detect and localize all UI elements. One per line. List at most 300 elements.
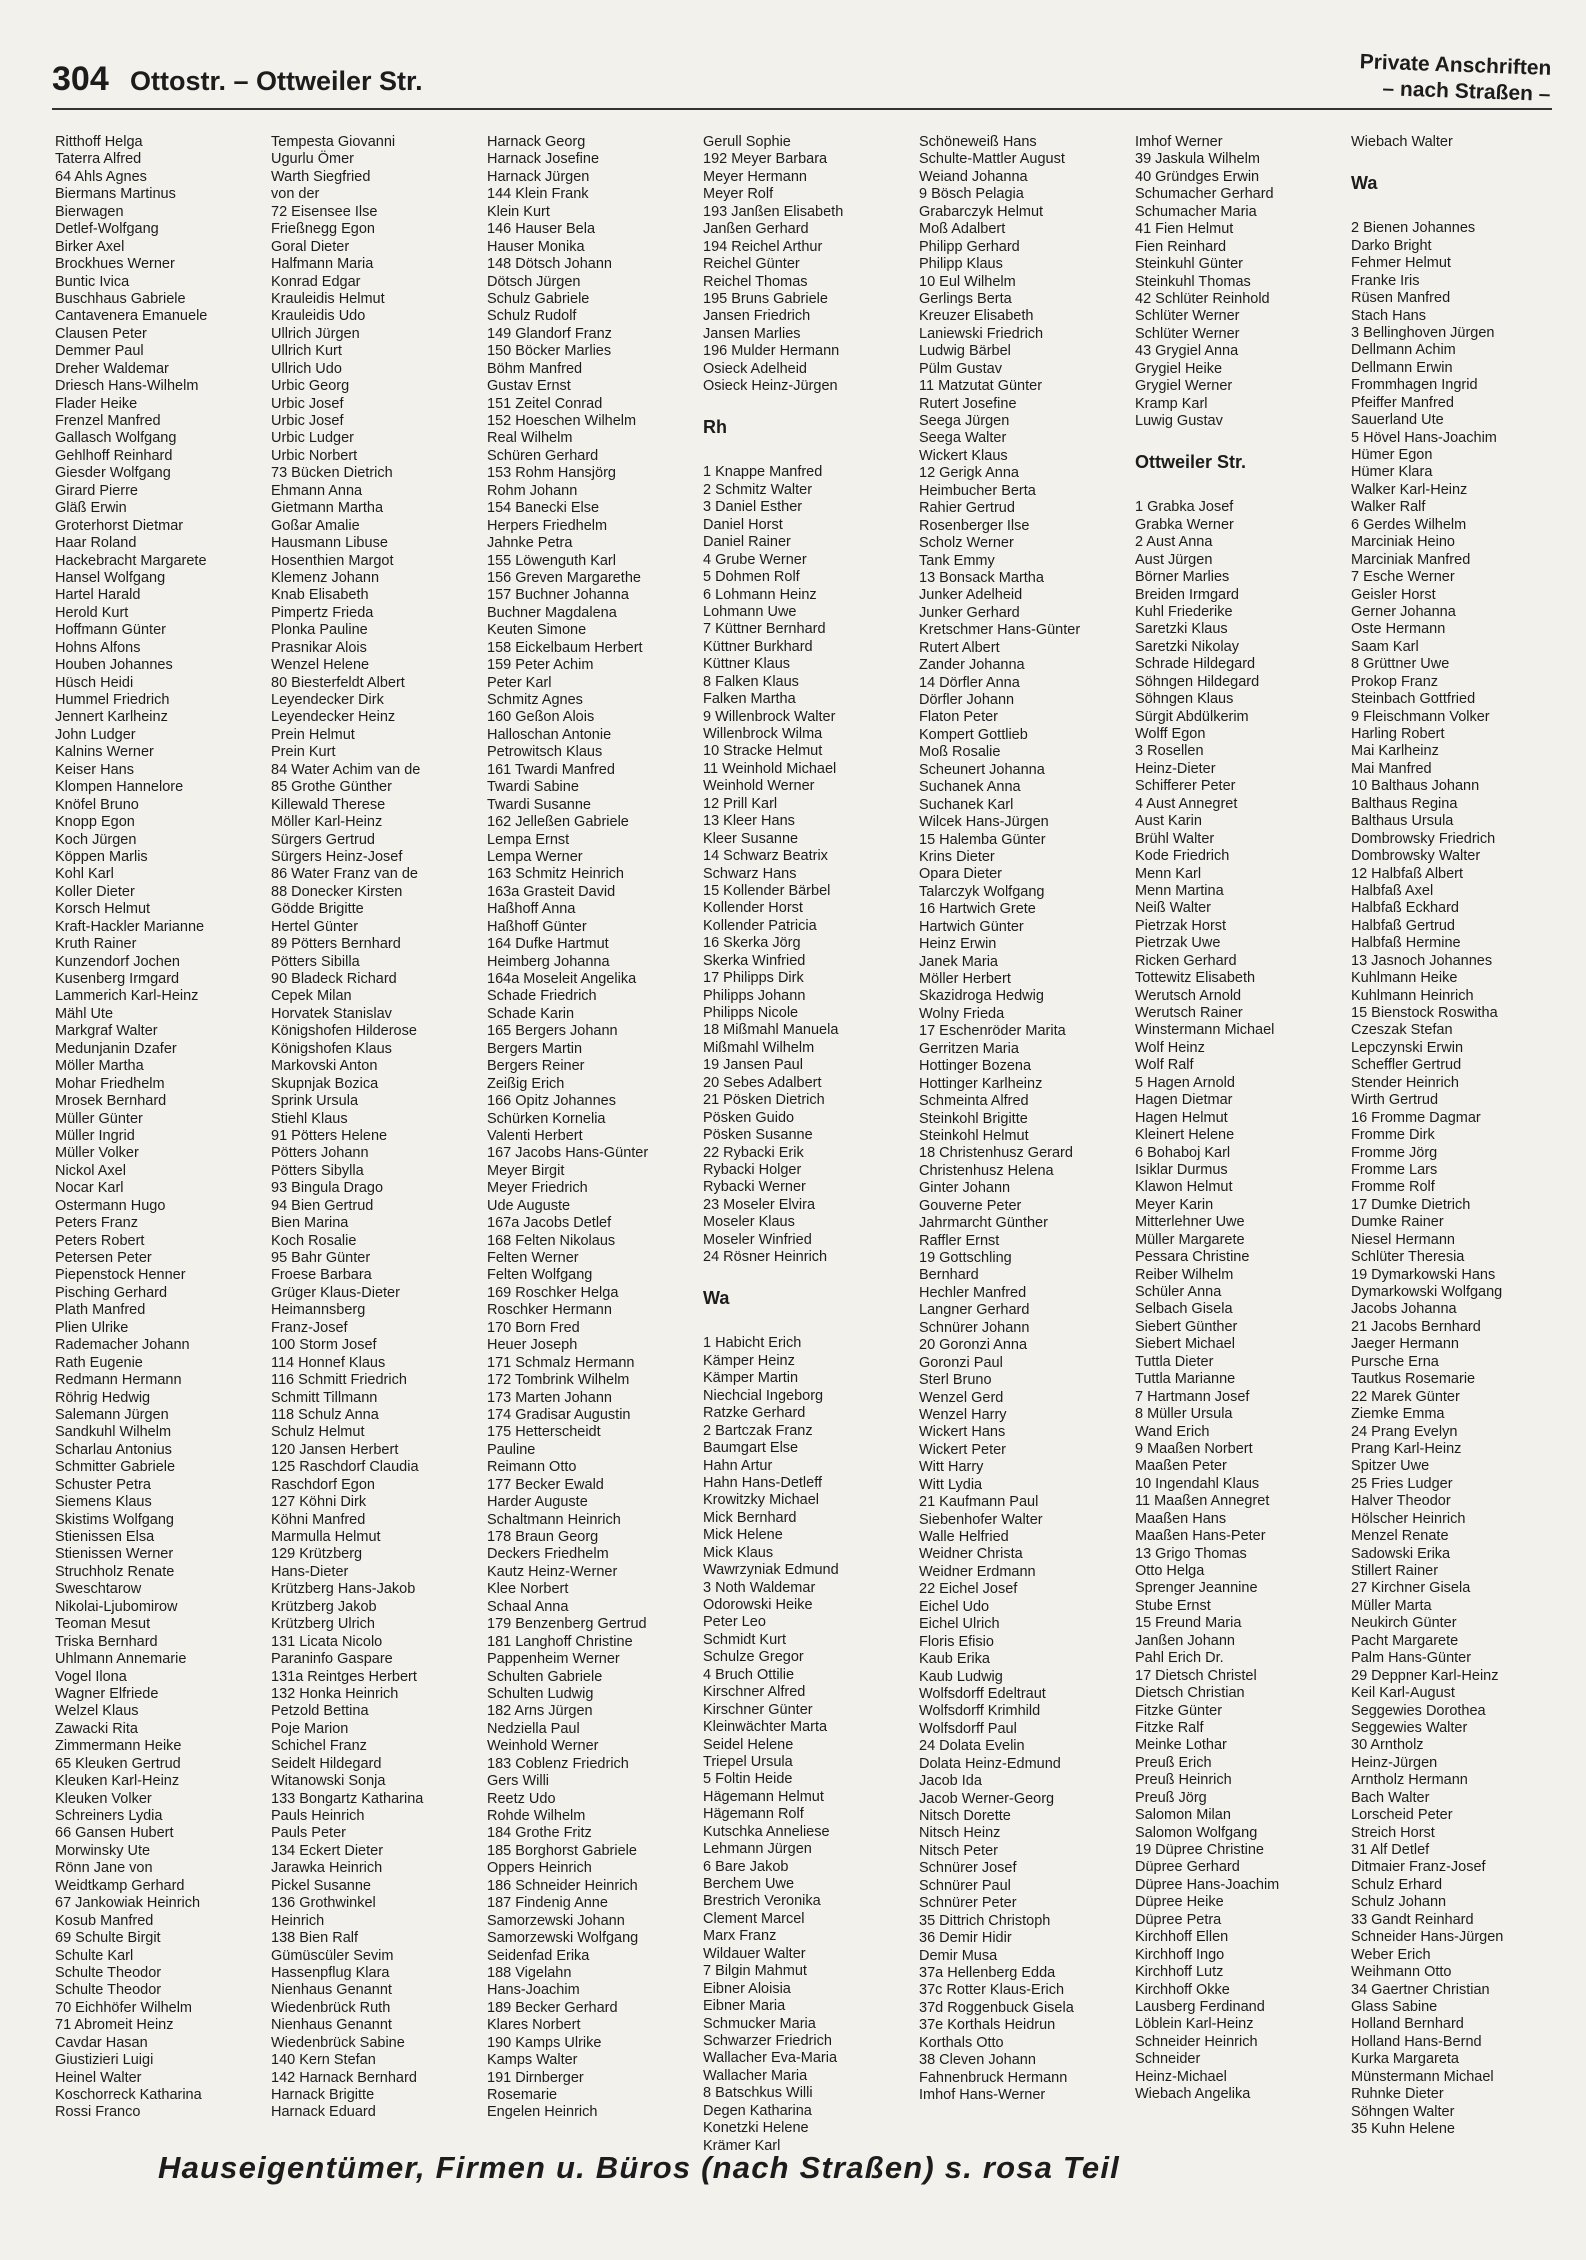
directory-entry: Pötters Sibilla [271, 953, 360, 970]
directory-entry: Schumacher Maria [1135, 203, 1257, 220]
directory-entry: Leyendecker Heinz [271, 709, 396, 726]
directory-entry: 12 Gerigk Anna [919, 465, 1019, 482]
directory-entry: Düpree Hans-Joachim [1135, 1876, 1280, 1893]
directory-entry: Jacob Ida [919, 1773, 982, 1790]
directory-entry: 16 Skerka Jörg [703, 935, 801, 952]
directory-entry: 138 Bien Ralf [271, 1930, 359, 1947]
directory-entry: Menn Karl [1135, 865, 1202, 882]
directory-entry: Prein Kurt [271, 744, 336, 761]
directory-entry: Schmucker Maria [703, 2015, 816, 2032]
directory-entry: Nienhaus Genannt [271, 1982, 392, 1999]
directory-entry: Tuttla Marianne [1135, 1371, 1236, 1388]
directory-entry: Kompert Gottlieb [919, 726, 1028, 743]
directory-entry: Grygiel Werner [1135, 378, 1233, 395]
directory-entry: Krützberg Ulrich [271, 1616, 375, 1633]
directory-entry: Lorscheid Peter [1351, 1807, 1453, 1824]
directory-entry: Dietsch Christian [1135, 1685, 1245, 1702]
directory-entry: 170 Born Fred [487, 1319, 580, 1336]
directory-entry: 188 Vigelahn [487, 1964, 572, 1981]
directory-entry: Vogel Ilona [55, 1668, 127, 1685]
directory-entry: Kamps Walter [487, 2052, 578, 2069]
directory-entry: 154 Banecki Else [487, 500, 600, 517]
directory-entry: Holland Bernhard [1351, 2016, 1464, 2033]
directory-entry: Koch Jürgen [55, 831, 137, 848]
directory-entry: Hahn Artur [703, 1457, 773, 1474]
directory-entry: Moseler Winfried [703, 1231, 812, 1248]
directory-entry: Schichel Franz [271, 1738, 367, 1755]
directory-entry: Haßhoff Anna [487, 901, 576, 918]
directory-entry: Nedziella Paul [487, 1720, 580, 1737]
directory-entry: 156 Greven Margarethe [487, 569, 641, 586]
directory-entry: Kramp Karl [1135, 395, 1208, 412]
directory-entry: Skerka Winfried [703, 952, 806, 969]
directory-entry: Niesel Hermann [1351, 1231, 1455, 1248]
directory-entry: 89 Pötters Bernhard [271, 936, 401, 953]
spacer [703, 396, 915, 413]
directory-entry: Plonka Pauline [271, 622, 368, 639]
directory-entry: Schulze Gregor [703, 1649, 804, 1666]
directory-entry: 37a Hellenberg Edda [919, 1964, 1056, 1981]
directory-entry: Groterhorst Dietmar [55, 517, 184, 534]
directory-entry: Hottinger Bozena [919, 1058, 1032, 1075]
directory-entry: Stienissen Elsa [55, 1529, 155, 1545]
directory-entry: 22 Marek Günter [1351, 1388, 1460, 1405]
directory-entry: Balthaus Regina [1351, 795, 1458, 812]
spacer [1351, 151, 1563, 168]
directory-entry: Kirchhoff Ellen [1135, 1929, 1229, 1946]
directory-entry: Lempa Ernst [487, 831, 570, 848]
directory-entry: Hosenthien Margot [271, 552, 394, 569]
directory-entry: Seidel Helene [703, 1736, 794, 1753]
directory-entry: Brockhues Werner [55, 256, 175, 273]
directory-entry: Kaub Ludwig [919, 1668, 1003, 1685]
directory-entry: Steinbach Gottfried [1351, 691, 1476, 708]
directory-entry: Gödde Brigitte [271, 901, 364, 918]
directory-entry: Stillert Rainer [1351, 1563, 1439, 1579]
directory-entry: 189 Becker Gerhard [487, 1999, 618, 2016]
directory-entry: Luwig Gustav [1135, 413, 1223, 429]
directory-entry: Wilcek Hans-Jürgen [919, 814, 1049, 831]
directory-entry: 13 Jasnoch Johannes [1351, 952, 1493, 969]
directory-entry: Kämper Martin [703, 1370, 799, 1387]
directory-entry: Rüsen Manfred [1351, 290, 1451, 307]
directory-entry: Rohm Johann [487, 482, 578, 499]
directory-entry: Heinz-Jürgen [1351, 1754, 1438, 1771]
directory-entry: Rademacher Johann [55, 1337, 190, 1354]
directory-entry: Schulz Erhard [1351, 1876, 1443, 1893]
directory-entry: Raschdorf Egon [271, 1476, 375, 1493]
directory-entry: Wiedenbrück Sabine [271, 2034, 405, 2051]
directory-entry: Pietrzak Uwe [1135, 935, 1221, 952]
directory-entry: Steinkohl Brigitte [919, 1110, 1028, 1127]
directory-entry: 1 Grabka Josef [1135, 499, 1234, 516]
directory-entry: Nienhaus Genannt [271, 2017, 392, 2034]
directory-entry: Herpers Friedhelm [487, 517, 608, 534]
directory-entry: Ugurlu Ömer [271, 151, 354, 168]
directory-entry: Streich Horst [1351, 1824, 1435, 1841]
directory-entry: Bach Walter [1351, 1789, 1430, 1806]
directory-entry: 171 Schmalz Hermann [487, 1354, 635, 1371]
directory-entry: 164 Dufke Hartmut [487, 936, 609, 953]
directory-entry: 84 Water Achim van de [271, 761, 421, 778]
directory-entry: Hohns Alfons [55, 639, 141, 656]
directory-entry: 21 Pösken Dietrich [703, 1092, 825, 1109]
directory-entry: Weiand Johanna [919, 168, 1028, 185]
directory-entry: Kirchhoff Lutz [1135, 1964, 1224, 1981]
directory-entry: Urbic Ludger [271, 430, 355, 447]
directory-entry: Falken Martha [703, 691, 796, 708]
directory-entry: Mißmahl Wilhelm [703, 1039, 815, 1056]
directory-entry: 19 Düpree Christine [1135, 1842, 1264, 1858]
directory-entry: Wolff Egon [1135, 726, 1206, 742]
directory-entry: Ratzke Gerhard [703, 1405, 806, 1422]
directory-entry: Medunjanin Dzafer [55, 1040, 177, 1057]
directory-entry: Morwinsky Ute [55, 1842, 151, 1859]
directory-entry: Lehmann Jürgen [703, 1841, 812, 1858]
directory-entry: Lausberg Ferdinand [1135, 1998, 1265, 2015]
directory-entry: Preuß Erich [1135, 1754, 1212, 1771]
directory-entry: Bierwagen [55, 203, 124, 220]
directory-entry: Saam Karl [1351, 638, 1419, 655]
directory-entry: Triska Bernhard [55, 1633, 158, 1650]
directory-entry: Ruhnke Dieter [1351, 2086, 1444, 2103]
directory-entry: Wolf Ralf [1135, 1057, 1194, 1074]
directory-entry: Böhm Manfred [487, 360, 583, 377]
directory-entry: Frenzel Manfred [55, 413, 161, 429]
directory-entry: Kirchhoff Ingo [1135, 1946, 1225, 1963]
directory-entry: Felten Werner [487, 1250, 579, 1266]
directory-entry: Moß Adalbert [919, 221, 1006, 238]
directory-entry: Gerner Johanna [1351, 603, 1456, 620]
directory-entry: Laniewski Friedrich [919, 325, 1044, 342]
directory-entry: Horvatek Stanislav [271, 1005, 392, 1022]
directory-entry: Siebert Michael [1135, 1336, 1235, 1353]
directory-entry: Schuster Petra [55, 1476, 151, 1493]
directory-entry: Keiser Hans [55, 761, 134, 778]
directory-entry: Ullrich Jürgen [271, 325, 360, 342]
directory-entry: Girard Pierre [55, 482, 138, 499]
directory-entry: Korthals Otto [919, 2034, 1004, 2051]
directory-entry: Dötsch Jürgen [487, 273, 581, 290]
directory-entry: Kalnins Werner [55, 744, 154, 761]
directory-entry: Scheffler Gertrud [1351, 1057, 1462, 1074]
directory-entry: 24 Rösner Heinrich [703, 1249, 828, 1266]
directory-entry: Keil Karl-August [1351, 1685, 1455, 1702]
directory-entry: Willenbrock Wilma [703, 726, 823, 742]
directory-entry: 8 Müller Ursula [1135, 1406, 1233, 1423]
directory-entry: Knopp Egon [55, 814, 135, 831]
directory-entry: Schneider Hans-Jürgen [1351, 1929, 1504, 1946]
directory-entry: 17 Dumke Dietrich [1351, 1196, 1471, 1213]
directory-entry: Nocar Karl [55, 1180, 124, 1197]
directory-entry: Schlüter Werner [1135, 308, 1240, 325]
directory-entry: Schürken Kornelia [487, 1110, 606, 1127]
directory-entry: Kleinwächter Marta [703, 1719, 828, 1736]
directory-entry: Steinkohl Helmut [919, 1127, 1029, 1144]
directory-entry: Maaßen Hans [1135, 1510, 1227, 1527]
directory-entry: Lammerich Karl-Heinz [55, 988, 199, 1005]
directory-entry: Hackebracht Margarete [55, 552, 207, 569]
directory-entry: Osieck Heinz-Jürgen [703, 378, 838, 395]
directory-entry: Gers Willi [487, 1773, 550, 1790]
directory-entry: Isiklar Durmus [1135, 1161, 1228, 1178]
directory-entry: Gustav Ernst [487, 378, 571, 395]
directory-entry: Janßen Gerhard [703, 221, 809, 238]
directory-entry: Eichel Udo [919, 1598, 990, 1615]
directory-entry: Zimmermann Heike [55, 1738, 182, 1755]
directory-entry: Krützberg Jakob [271, 1598, 377, 1615]
directory-entry: 120 Jansen Herbert [271, 1441, 399, 1458]
directory-entry: Daniel Horst [703, 516, 783, 533]
directory-entry: Struchholz Renate [55, 1563, 175, 1580]
directory-entry: 19 Gottschling [919, 1250, 1012, 1266]
directory-entry: Schöneweiß Hans [919, 134, 1037, 150]
directory-entry: 195 Bruns Gabriele [703, 290, 828, 307]
directory-columns [55, 134, 1555, 2154]
directory-entry: Fitzke Ralf [1135, 1719, 1204, 1736]
directory-entry: 168 Felten Nikolaus [487, 1232, 616, 1249]
directory-entry: Floris Efisio [919, 1633, 994, 1650]
directory-entry: Peter Leo [703, 1614, 766, 1631]
directory-entry: Weidtkamp Gerhard [55, 1877, 185, 1894]
directory-entry: Spitzer Uwe [1351, 1458, 1430, 1475]
directory-entry: Junker Adelheid [919, 587, 1023, 604]
directory-entry: Knab Elisabeth [271, 587, 369, 604]
street-heading: Ottweiler Str. [1135, 451, 1247, 472]
directory-entry: Schlüter Werner [1135, 325, 1240, 342]
directory-entry: Bernhard [919, 1267, 979, 1284]
directory-entry: Halbfaß Hermine [1351, 935, 1461, 952]
directory-entry: Hassenpflug Klara [271, 1964, 390, 1981]
directory-entry: Wickert Hans [919, 1424, 1006, 1441]
directory-entry: 10 Ingendahl Klaus [1135, 1475, 1260, 1492]
directory-entry: Kohl Karl [55, 866, 114, 883]
directory-entry: 16 Hartwich Grete [919, 901, 1036, 918]
directory-entry: 86 Water Franz van de [271, 866, 418, 883]
directory-entry: Schrade Hildegard [1135, 656, 1256, 673]
directory-entry: Fitzke Günter [1135, 1702, 1223, 1719]
directory-entry: Klares Norbert [487, 2017, 581, 2034]
directory-entry: Klompen Hannelore [55, 779, 184, 796]
directory-entry: Zeißig Erich [487, 1075, 565, 1092]
directory-entry: Sürgers Heinz-Josef [271, 848, 403, 865]
directory-entry: Koller Dieter [55, 883, 135, 900]
directory-entry: Korsch Helmut [55, 901, 151, 918]
directory-entry: Birker Axel [55, 238, 125, 255]
directory-entry: Plath Manfred [55, 1302, 146, 1319]
directory-entry: Schmeinta Alfred [919, 1093, 1029, 1110]
directory-entry: Reetz Udo [487, 1790, 556, 1807]
directory-entry: Schulte Theodor [55, 1964, 162, 1981]
directory-entry: Knöfel Bruno [55, 796, 139, 813]
directory-entry: 163 Schmitz Heinrich [487, 866, 624, 883]
directory-entry: 2 Aust Anna [1135, 534, 1213, 551]
directory-entry: Paraninfo Gaspare [271, 1651, 393, 1668]
directory-entry: Clement Marcel [703, 1910, 805, 1927]
directory-entry: Halloschan Antonie [487, 726, 612, 743]
directory-entry: Ullrich Kurt [271, 343, 342, 360]
directory-entry: 9 Maaßen Norbert [1135, 1440, 1253, 1457]
directory-entry: Real Wilhelm [487, 430, 573, 447]
directory-entry: 1 Habicht Erich [703, 1335, 802, 1352]
directory-entry: Tottewitz Elisabeth [1135, 970, 1256, 987]
directory-entry: 6 Gerdes Wilhelm [1351, 516, 1467, 533]
spacer [703, 1267, 915, 1284]
directory-entry: Weber Erich [1351, 1946, 1431, 1963]
spacer [703, 447, 915, 464]
directory-entry: 3 Noth Waldemar [703, 1579, 816, 1596]
directory-entry: Menzel Renate [1351, 1528, 1449, 1545]
directory-entry: Dumke Rainer [1351, 1214, 1444, 1231]
directory-entry: Raffler Ernst [919, 1232, 1000, 1249]
directory-entry: Buchner Magdalena [487, 604, 617, 621]
directory-entry: 149 Glandorf Franz [487, 325, 612, 342]
directory-entry: Scheunert Johanna [919, 761, 1045, 778]
directory-entry: Schaal Anna [487, 1598, 569, 1615]
directory-entry: Pötters Johann [271, 1145, 369, 1162]
directory-entry: Fahnenbruck Hermann [919, 2069, 1068, 2086]
directory-entry: Weidner Erdmann [919, 1563, 1036, 1580]
directory-entry: Heinel Walter [55, 2069, 142, 2086]
directory-entry: Brühl Walter [1135, 830, 1215, 847]
directory-entry: 178 Braun Georg [487, 1529, 599, 1545]
directory-entry: Hüsch Heidi [55, 674, 134, 691]
directory-entry: Zawacki Rita [55, 1720, 138, 1737]
directory-entry: Schulz Johann [1351, 1894, 1447, 1911]
directory-entry: 72 Eisensee Ilse [271, 203, 378, 220]
directory-entry: Poje Marion [271, 1720, 349, 1737]
directory-entry: Stiehl Klaus [271, 1110, 348, 1127]
directory-entry: Gerull Sophie [703, 134, 791, 150]
directory-entry: 1 Knappe Manfred [703, 464, 823, 481]
directory-entry: Glass Sabine [1351, 1998, 1438, 2015]
directory-entry: 43 Grygiel Anna [1135, 343, 1239, 360]
directory-entry: Pickel Susanne [271, 1877, 371, 1894]
directory-entry: 181 Langhoff Christine [487, 1633, 633, 1650]
directory-entry: Dolata Heinz-Edmund [919, 1755, 1061, 1772]
directory-entry: 73 Bücken Dietrich [271, 465, 393, 482]
directory-entry: 161 Twardi Manfred [487, 761, 615, 778]
directory-entry: Oppers Heinrich [487, 1860, 592, 1877]
directory-entry: Prokop Franz [1351, 673, 1439, 690]
directory-entry: Goral Dieter [271, 238, 350, 255]
directory-entry: Halver Theodor [1351, 1493, 1451, 1510]
directory-entry: Schaltmann Heinrich [487, 1511, 621, 1528]
directory-entry: Klemenz Johann [271, 569, 380, 586]
directory-entry: 17 Philipps Dirk [703, 970, 804, 987]
directory-entry: Koschorreck Katharina [55, 2087, 202, 2103]
directory-entry: Seega Jürgen [919, 413, 1010, 429]
directory-entry: Holland Hans-Bernd [1351, 2033, 1482, 2050]
directory-entry: Klee Norbert [487, 1581, 569, 1598]
directory-entry: Schwarzer Friedrich [703, 2032, 832, 2049]
directory-entry: 165 Bergers Johann [487, 1023, 618, 1040]
directory-entry: Söhngen Walter [1351, 2103, 1455, 2120]
directory-entry: Steinkuhl Thomas [1135, 273, 1251, 290]
directory-entry: Stienissen Werner [55, 1546, 174, 1563]
directory-entry: Demmer Paul [55, 343, 144, 360]
directory-entry: Dreher Waldemar [55, 360, 169, 377]
directory-entry: Heinz-Dieter [1135, 760, 1216, 777]
directory-entry: Wenzel Gerd [919, 1389, 1004, 1406]
directory-entry: 18 Mißmahl Manuela [703, 1022, 839, 1039]
directory-entry: Kuhlmann Heike [1351, 970, 1458, 987]
directory-entry: Hans-Joachim [487, 1982, 580, 1999]
directory-entry: 132 Honka Heinrich [271, 1685, 399, 1702]
directory-entry: Clausen Peter [55, 325, 147, 342]
directory-entry: Jansen Friedrich [703, 308, 811, 325]
directory-entry: Rybacki Werner [703, 1179, 806, 1196]
directory-entry: 8 Batschkus Willi [703, 2085, 813, 2102]
directory-entry: Twardi Sabine [487, 779, 579, 796]
directory-entry: 88 Donecker Kirsten [271, 883, 403, 900]
directory-entry: Wenzel Harry [919, 1406, 1007, 1423]
directory-entry: Ullrich Udo [271, 360, 342, 377]
directory-entry: Tuttla Dieter [1135, 1353, 1214, 1370]
directory-entry: 2 Schmitz Walter [703, 481, 813, 498]
directory-entry: Heuer Joseph [487, 1337, 578, 1354]
directory-entry: Janßen Johann [1135, 1632, 1235, 1649]
directory-entry: 13 Kleer Hans [703, 813, 795, 830]
directory-entry: Halbfaß Axel [1351, 882, 1434, 899]
directory-entry: Rosemarie [487, 2087, 558, 2103]
directory-entry: Redmann Hermann [55, 1372, 182, 1389]
directory-entry: Eichel Ulrich [919, 1616, 1000, 1633]
directory-entry: Franke Iris [1351, 272, 1420, 289]
directory-entry: Löblein Karl-Heinz [1135, 2016, 1254, 2033]
directory-column-4 [703, 134, 915, 2154]
directory-entry: 133 Bongartz Katharina [271, 1790, 424, 1807]
directory-entry: Bien Marina [271, 1215, 349, 1232]
directory-entry: 37c Rotter Klaus-Erich [919, 1982, 1065, 1999]
directory-entry: Walker Ralf [1351, 499, 1426, 516]
directory-entry: 19 Dymarkowski Hans [1351, 1266, 1496, 1283]
directory-entry: Teoman Mesut [55, 1616, 151, 1633]
directory-entry: 10 Eul Wilhelm [919, 273, 1016, 290]
directory-entry: Ritthoff Helga [55, 134, 143, 150]
directory-entry: Pietrzak Horst [1135, 917, 1227, 934]
directory-entry: 183 Coblenz Friedrich [487, 1755, 629, 1772]
directory-entry: Frießnegg Egon [271, 221, 375, 238]
directory-entry: Sürgit Abdülkerim [1135, 708, 1249, 725]
directory-entry: Kraft-Hackler Marianne [55, 918, 205, 935]
directory-entry: Söhngen Klaus [1135, 691, 1234, 708]
directory-entry: Kollender Patricia [703, 917, 817, 934]
directory-entry: Schnürer Johann [919, 1319, 1030, 1336]
directory-entry: Konrad Edgar [271, 273, 361, 290]
directory-entry: Hümer Egon [1351, 447, 1433, 463]
directory-entry: 2 Bienen Johannes [1351, 220, 1476, 237]
directory-entry: Röhrig Hedwig [55, 1389, 151, 1406]
directory-entry: Arntholz Hermann [1351, 1772, 1468, 1789]
directory-entry: 164a Moseleit Angelika [487, 971, 637, 987]
directory-entry: 6 Bohaboj Karl [1135, 1144, 1231, 1161]
directory-entry: Schmidt Kurt [703, 1631, 786, 1648]
directory-entry: Pessara Christine [1135, 1249, 1250, 1266]
directory-entry: Koch Rosalie [271, 1232, 357, 1249]
directory-entry: Dymarkowski Wolfgang [1351, 1284, 1503, 1300]
directory-entry: 16 Fromme Dagmar [1351, 1109, 1481, 1126]
directory-entry: 4 Grube Werner [703, 551, 807, 568]
directory-entry: 19 Jansen Paul [703, 1057, 803, 1074]
directory-entry: Odorowski Heike [703, 1597, 813, 1613]
directory-entry: Menn Martina [1135, 882, 1224, 899]
directory-entry: 159 Peter Achim [487, 657, 594, 674]
directory-entry: Pursche Erna [1351, 1353, 1439, 1370]
directory-entry: Ginter Johann [919, 1180, 1011, 1197]
directory-entry: Balthaus Ursula [1351, 813, 1454, 830]
directory-entry: 40 Gründges Erwin [1135, 168, 1260, 185]
